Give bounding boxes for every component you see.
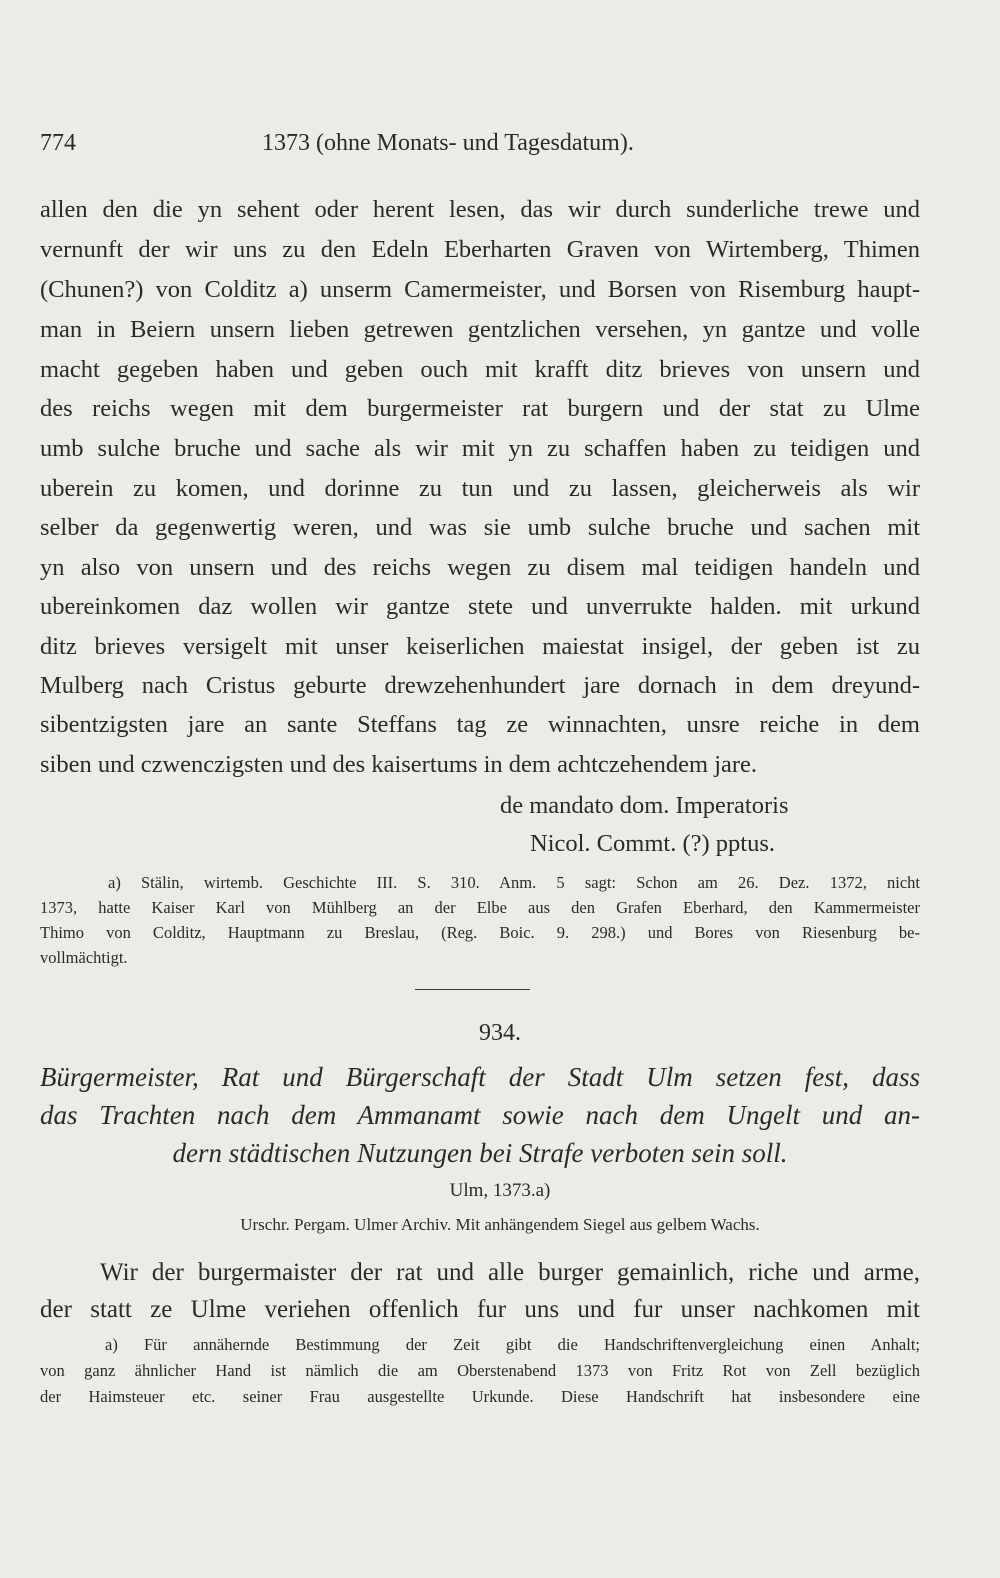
footnote-line: a) Stälin, wirtemb. Geschichte III. S. 310. Anm. 5 sagt: Schon am 26. Dez. 1372, nicht	[108, 873, 920, 892]
title-line: das Trachten nach dem Ammanamt sowie nach dem Ungelt und an-	[40, 1100, 920, 1130]
text-line: uberein zu komen, und dorinne zu tun und zu lassen, gleicherweis als wir	[40, 475, 920, 502]
source-note: Urschr. Pergam. Ulmer Archiv. Mit anhängendem Siegel aus gelbem Wachs.	[240, 1215, 760, 1234]
text-line: selber da gegenwertig weren, und was sie umb sulche bruche und sachen mit	[40, 514, 920, 541]
text-line: man in Beiern unsern lieben getrewen gentzlichen versehen, yn gantze und volle	[40, 316, 920, 343]
text-line: siben und czwenczigsten und des kaisertums in dem achtczehendem jare.	[40, 751, 758, 778]
text-line: umb sulche bruche und sache als wir mit yn zu schaffen haben zu teidigen und	[40, 435, 920, 462]
signature-line: Nicol. Commt. (?) pptus.	[530, 830, 775, 857]
footnote-line: von ganz ähnlicher Hand ist nämlich die am Oberstenabend 1373 von Fritz Rot von Zell bezüglich	[40, 1361, 920, 1380]
place-date: Ulm, 1373.a)	[449, 1180, 551, 1201]
text-line: ubereinkomen daz wollen wir gantze stete und unverrukte halden. mit urkund	[40, 593, 920, 620]
page-header	[40, 130, 730, 166]
section-divider	[415, 989, 530, 990]
text-line: Wir der burgermaister der rat und alle burger gemainlich, riche und arme,	[100, 1259, 920, 1286]
footnote-line: der Haimsteuer etc. seiner Frau ausgestellte Urkunde. Diese Handschrift hat insbesondere eine	[40, 1387, 920, 1406]
title-line: dern städtischen Nutzungen bei Strafe verboten sein soll.	[172, 1138, 788, 1168]
text-line: Mulberg nach Cristus geburte drewzehenhundert jare dornach in dem dreyund-	[40, 672, 920, 699]
text-line: ditz brieves versigelt mit unser keiserlichen maiestat insigel, der geben ist zu	[40, 633, 920, 660]
text-line: des reichs wegen mit dem burgermeister rat burgern und der stat zu Ulme	[40, 395, 920, 422]
footnote-line: vollmächtigt.	[40, 948, 128, 967]
text-line: yn also von unsern und des reichs wegen zu disem mal teidigen handeln und	[40, 554, 920, 581]
text-line: der statt ze Ulme veriehen offenlich fur uns und fur unser nachkomen mit	[40, 1296, 920, 1323]
text-line: allen den die yn sehent oder herent lesen, das wir durch sunderliche trewe und	[40, 196, 920, 223]
running-title: 1373 (ohne Monats- und Tagesdatum).	[262, 130, 634, 156]
document-number: 934.	[479, 1020, 521, 1046]
text-line: sibentzigsten jare an sante Steffans tag ze winnachten, unsre reiche in dem	[40, 711, 920, 738]
text-line: (Chunen?) von Colditz a) unserm Camermeister, und Borsen von Risemburg haupt-	[40, 276, 920, 303]
footnote-line: a) Für annähernde Bestimmung der Zeit gibt die Handschriftenvergleichung einen Anhalt;	[105, 1335, 920, 1354]
page-number: 774	[40, 130, 76, 156]
title-line: Bürgermeister, Rat und Bürgerschaft der Stadt Ulm setzen fest, dass	[40, 1062, 920, 1092]
text-line: macht gegeben haben und geben ouch mit krafft ditz brieves von unsern und	[40, 356, 920, 383]
footnote-line: 1373, hatte Kaiser Karl von Mühlberg an der Elbe aus den Grafen Eberhard, den Kammermeister	[40, 898, 920, 917]
footnote-line: Thimo von Colditz, Hauptmann zu Breslau, (Reg. Boic. 9. 298.) und Bores von Riesenburg be-	[40, 923, 920, 942]
text-line: vernunft der wir uns zu den Edeln Eberharten Graven von Wirtemberg, Thimen	[40, 236, 920, 263]
signature-line: de mandato dom. Imperatoris	[500, 792, 789, 819]
